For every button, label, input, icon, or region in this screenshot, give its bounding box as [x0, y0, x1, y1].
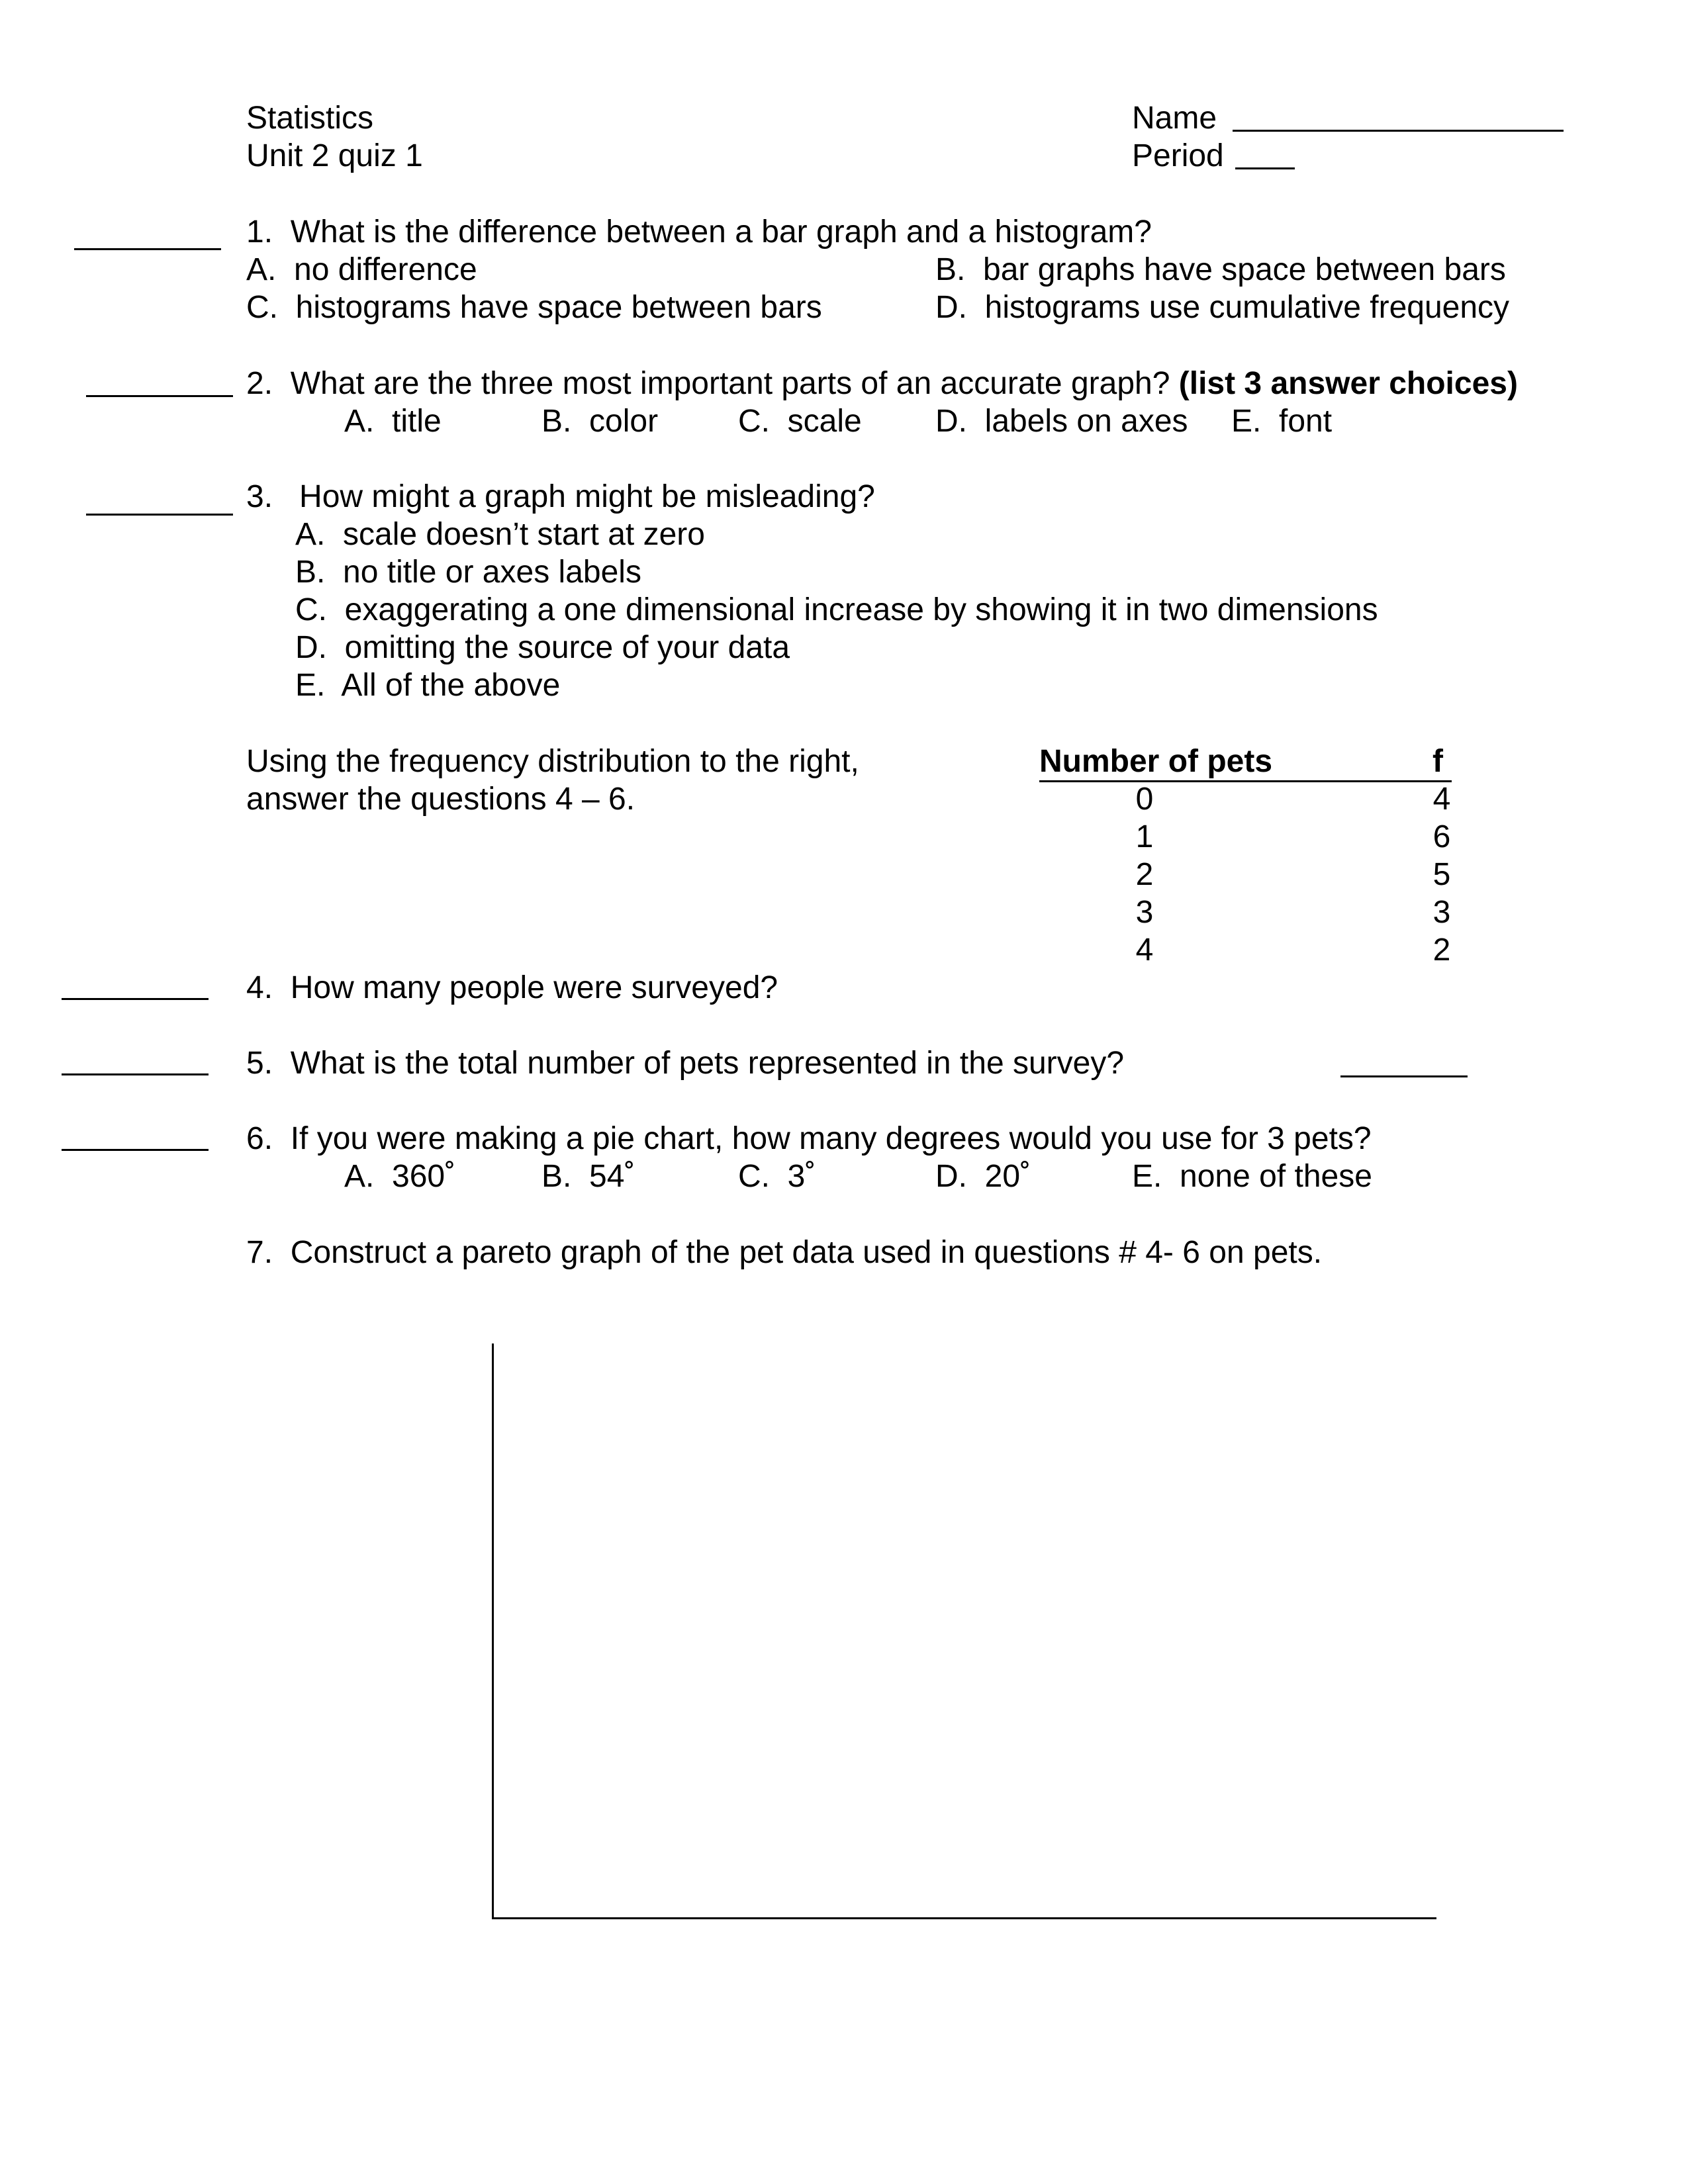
name-label: Name [1132, 101, 1217, 136]
q3-choice-d: D. omitting the source of your data [295, 630, 790, 665]
q6-choice-c: C. 3˚ [738, 1159, 816, 1194]
name-blank[interactable] [1233, 130, 1564, 132]
question-2-note: (list 3 answer choices) [1178, 366, 1518, 401]
q3-choice-b: B. no title or axes labels [295, 555, 641, 590]
table-intro-line-2: answer the questions 4 – 6. [246, 782, 635, 817]
period-blank[interactable] [1235, 167, 1295, 169]
question-1-text: 1. What is the difference between a bar graph and a histogram? [246, 214, 1152, 250]
q6-choice-a: A. 360˚ [344, 1159, 456, 1194]
question-4-text: 4. How many people were surveyed? [246, 970, 778, 1005]
table-cell-f: 4 [1432, 782, 1451, 817]
question-7-text: 7. Construct a pareto graph of the pet data used in questions # 4- 6 on pets. [246, 1235, 1323, 1270]
q6-choice-e: E. none of these [1132, 1159, 1372, 1194]
q1-choice-c: C. histograms have space between bars [246, 290, 822, 325]
q2-choice-c: C. scale [738, 404, 862, 439]
table-cell-pets: 0 [1135, 782, 1154, 817]
q6-choice-b: B. 54˚ [541, 1159, 635, 1194]
q3-choice-a: A. scale doesn’t start at zero [295, 517, 705, 552]
question-6-text: 6. If you were making a pie chart, how many degrees would you use for 3 pets? [246, 1121, 1372, 1156]
question-5-text: 5. What is the total number of pets represented in the survey? [246, 1046, 1125, 1081]
q1-choice-d: D. histograms use cumulative frequency [935, 290, 1510, 325]
column-header-f: f [1432, 744, 1443, 779]
quiz-title: Unit 2 quiz 1 [246, 138, 423, 173]
table-cell-pets: 4 [1135, 933, 1154, 968]
q2-choice-b: B. color [541, 404, 659, 439]
table-cell-f: 3 [1432, 895, 1451, 930]
table-cell-f: 5 [1432, 857, 1451, 892]
question-3-text: 3. How might a graph might be misleading? [246, 479, 875, 514]
q1-choice-b: B. bar graphs have space between bars [935, 252, 1506, 287]
question-2-text [246, 365, 1518, 402]
course-title: Statistics [246, 101, 374, 136]
table-cell-pets: 1 [1135, 819, 1154, 854]
q2-choice-d: D. labels on axes [935, 404, 1188, 439]
question-2-prompt: 2. What are the three most important parts of an accurate graph? [246, 366, 1170, 401]
q1-choice-a: A. no difference [246, 252, 477, 287]
answer-blank-q4[interactable] [62, 998, 209, 1000]
answer-blank-q2[interactable] [86, 395, 233, 397]
table-cell-pets: 2 [1135, 857, 1154, 892]
answer-blank-q5-right[interactable] [1340, 1075, 1468, 1077]
graph-y-axis [492, 1343, 494, 1919]
q3-choice-e: E. All of the above [295, 668, 561, 703]
frequency-table-header [1039, 743, 1452, 782]
answer-blank-q6[interactable] [62, 1149, 209, 1151]
answer-blank-q3[interactable] [86, 514, 233, 516]
table-intro-line-1: Using the frequency distribution to the right, [246, 744, 859, 779]
q3-choice-c: C. exaggerating a one dimensional increase by showing it in two dimensions [295, 592, 1378, 627]
table-cell-pets: 3 [1135, 895, 1154, 930]
graph-x-axis [492, 1917, 1436, 1919]
table-cell-f: 2 [1432, 933, 1451, 968]
table-cell-f: 6 [1432, 819, 1451, 854]
q2-choice-a: A. title [344, 404, 442, 439]
q2-choice-e: E. font [1231, 404, 1333, 439]
answer-blank-q5[interactable] [62, 1073, 209, 1075]
q6-choice-d: D. 20˚ [935, 1159, 1031, 1194]
period-label: Period [1132, 138, 1224, 173]
answer-blank-q1[interactable] [74, 248, 221, 250]
column-header-pets: Number of pets [1039, 744, 1273, 779]
